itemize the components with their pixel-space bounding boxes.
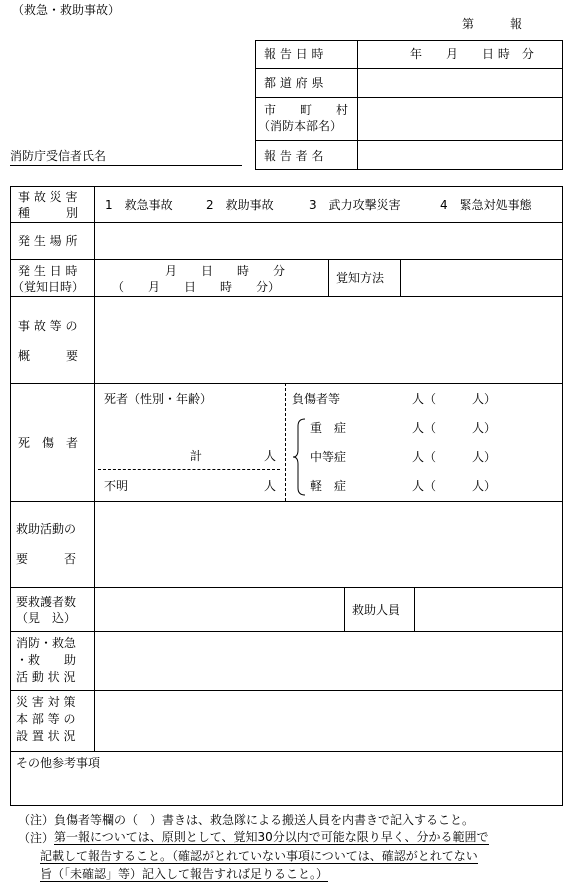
summary-label-2: 概 要 [18,349,79,363]
rescue-need-label: 救助活動の [16,522,77,536]
type-label: 事 故 災 害 [18,190,78,204]
detect-method-label: 覚知方法 [336,271,385,285]
occur-label: 発 生 日 時 [18,264,78,278]
receiver-label: 消防庁受信者氏名 [10,149,107,163]
total-label: 計 [190,449,203,463]
note-1: （注）負傷者等欄の（ ）書きは、救急隊による搬送人員を内書きで記入すること。 [18,813,475,827]
prefecture-label: 都 道 府 県 [264,76,324,90]
injured-value[interactable]: 人（ 人） [412,392,497,406]
dead-label: 死者（性別・年齢） [104,392,213,406]
hq-label-2: 本 部 等 の [16,712,76,726]
detect-value[interactable]: （ 月 日 時 分） [112,280,281,294]
type-option-2[interactable]: 2 救助事故 [206,198,274,212]
hq-label: 災 害 対 策 [16,695,76,709]
need-rescue-label: 要救護者数 [16,595,77,609]
occur-value[interactable]: 月 日 時 分 [165,264,286,278]
report-datetime-value[interactable]: 年 月 日 時 分 [410,47,534,61]
note-2-line-1: 第一報については、原則として、覚知30分以内で可能な限り早く、分かる範囲で [54,830,489,844]
report-category: （救急・救助事故） [12,3,121,17]
note-2-line-3: 旨（「未確認」等）記入して報告すれば足りること。） [40,867,329,881]
note-2-line-2: 記載して報告すること。（確認がとれていない事項については、確認がとれてない [40,849,478,863]
need-rescue-label-2: （見 込） [16,611,77,625]
rescued-label: 救助人員 [352,603,401,617]
type-option-3[interactable]: 3 武力攻撃災害 [309,198,401,212]
type-option-1[interactable]: 1 救急事故 [105,198,173,212]
unknown-label: 不明 [104,479,129,493]
reporter-label: 報 告 者 名 [264,149,324,163]
total-unit: 人 [264,449,277,463]
rescue-need-label-2: 要 否 [16,552,77,566]
moderate-label: 中等症 [310,450,347,464]
note-2-prefix: （注） [18,831,55,845]
city-label: 市 町 村 [264,103,349,117]
injured-label: 負傷者等 [292,392,341,406]
summary-label: 事 故 等 の [18,319,78,333]
severe-value[interactable]: 人（ 人） [412,421,497,435]
place-label: 発 生 場 所 [18,234,78,248]
mild-label: 軽 症 [310,479,347,493]
report-datetime-label: 報 告 日 時 [264,47,324,61]
report-number: 第 報 [462,17,523,31]
fire-activity-label-2: ・救 助 [16,653,77,667]
type-label-2: 種 別 [18,206,79,220]
other-label: その他参考事項 [16,756,101,770]
fire-activity-label-3: 活 動 状 況 [16,670,76,684]
fire-hq-label: （消防本部名） [258,119,343,133]
brace-icon [292,418,306,496]
main-table [10,186,563,806]
hq-label-3: 設 置 状 況 [16,729,76,743]
casualty-label: 死 傷 者 [18,436,79,450]
occur-label-2: （覚知日時） [12,280,85,294]
moderate-value[interactable]: 人（ 人） [412,450,497,464]
type-option-4[interactable]: 4 緊急対処事態 [440,198,532,212]
fire-activity-label: 消防・救急 [16,636,77,650]
mild-value[interactable]: 人（ 人） [412,479,497,493]
severe-label: 重 症 [310,421,347,435]
unknown-unit: 人 [264,479,277,493]
